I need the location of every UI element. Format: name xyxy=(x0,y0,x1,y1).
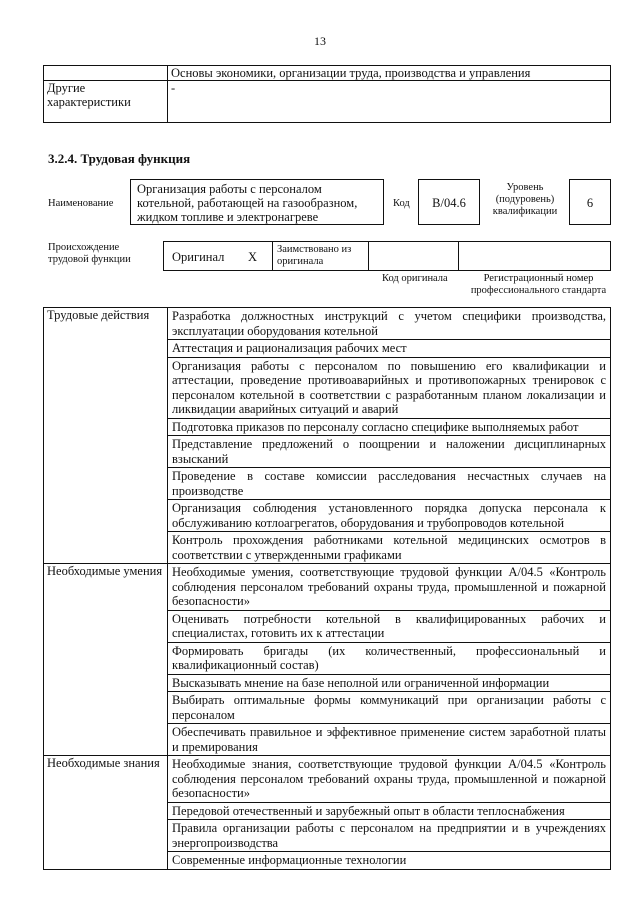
divider xyxy=(272,241,273,271)
qualification-level-value: 6 xyxy=(569,179,611,225)
code-original-caption: Код оригинала xyxy=(382,273,448,284)
list-item: Современные информационные технологии xyxy=(168,852,611,870)
labor-function-table xyxy=(43,307,611,870)
list-item: Передовой отечественный и зарубежный опыт в области теплоснабжения xyxy=(168,802,611,820)
qualification-level-label: Уровень (подуровень) квалификации xyxy=(492,182,558,217)
divider xyxy=(368,241,369,271)
list-item: Выбирать оптимальные формы коммуникаций при организации работы с персоналом xyxy=(168,692,611,724)
list-item: Подготовка приказов по персоналу согласно специфике выполняемых работ xyxy=(168,418,611,436)
origin-row xyxy=(163,241,611,271)
list-item: Необходимые знания, соответствующие трудовой функции А/04.5 «Контроль соблюдения персоналом требований охраны труда, промышленной и пожарной безопасности» xyxy=(168,756,611,803)
function-code: B/04.6 xyxy=(418,179,480,225)
list-item: Организация работы с персоналом по повышению его квалификации и аттестации, проведение противоаварийных и противопожарных тренировок с персоналом котельной в соответствии с разработанным планом локализации и ликвидации аварийных ситуаций и аварий xyxy=(168,357,611,418)
category-labor-actions: Трудовые действия xyxy=(44,308,168,564)
table-row xyxy=(44,308,611,340)
table-row xyxy=(44,81,611,123)
list-item: Правила организации работы с персоналом на предприятии и в учреждениях энергопроизводства xyxy=(168,820,611,852)
original-label: Оригинал xyxy=(172,250,225,264)
list-item: Контроль прохождения работниками котельной медицинских осмотров в соответствии с утвержденными графиками xyxy=(168,532,611,564)
code-label: Код xyxy=(393,198,410,209)
page-number: 13 xyxy=(314,34,326,48)
divider xyxy=(458,241,459,271)
origin-label: Происхождение трудовой функции xyxy=(48,242,131,265)
characteristics-table xyxy=(43,65,611,123)
category-required-skills: Необходимые умения xyxy=(44,564,168,756)
original-mark: X xyxy=(248,250,258,264)
section-title: 3.2.4. Трудовая функция xyxy=(48,151,191,166)
table-row xyxy=(44,66,611,81)
category-required-knowledge: Необходимые знания xyxy=(44,756,168,870)
list-item: Высказывать мнение на базе неполной или ограниченной информации xyxy=(168,674,611,692)
reg-number-caption: Регистрационный номер профессионального стандарта xyxy=(470,273,607,296)
list-item: Необходимые умения, соответствующие трудовой функции А/04.5 «Контроль соблюдения персоналом требований охраны труда, промышленной и пожарной безопасности» xyxy=(168,564,611,611)
list-item: Представление предложений о поощрении и наложении дисциплинарных взысканий xyxy=(168,436,611,468)
other-characteristics-value: - xyxy=(168,81,611,123)
table-cell: Основы экономики, организации труда, производства и управления xyxy=(168,66,611,81)
list-item: Аттестация и рационализация рабочих мест xyxy=(168,340,611,358)
borrowed-label: Заимствовано из оригинала xyxy=(277,244,352,267)
function-name: Организация работы с персоналом котельной, работающей на газообразном, жидком топливе и электронагреве xyxy=(130,179,384,225)
list-item: Формировать бригады (их количественный, профессиональный и квалификационный состав) xyxy=(168,642,611,674)
other-characteristics-label: Другие характеристики xyxy=(44,81,168,123)
list-item: Организация соблюдения установленного порядка допуска персонала к обслуживанию котлоагрегатов, оборудования и трубопроводов котельной xyxy=(168,500,611,532)
list-item: Обеспечивать правильное и эффективное применение систем заработной платы и премирования xyxy=(168,724,611,756)
list-item: Оценивать потребности котельной в квалифицированных рабочих и специалистах, готовить их к аттестации xyxy=(168,610,611,642)
list-item: Разработка должностных инструкций с учетом специфики производства, эксплуатации оборудования котельной xyxy=(168,308,611,340)
table-row xyxy=(44,564,611,611)
name-label: Наименование xyxy=(48,198,114,209)
empty-cell xyxy=(44,66,168,81)
list-item: Проведение в составе комиссии расследования несчастных случаев на производстве xyxy=(168,468,611,500)
table-row xyxy=(44,756,611,803)
